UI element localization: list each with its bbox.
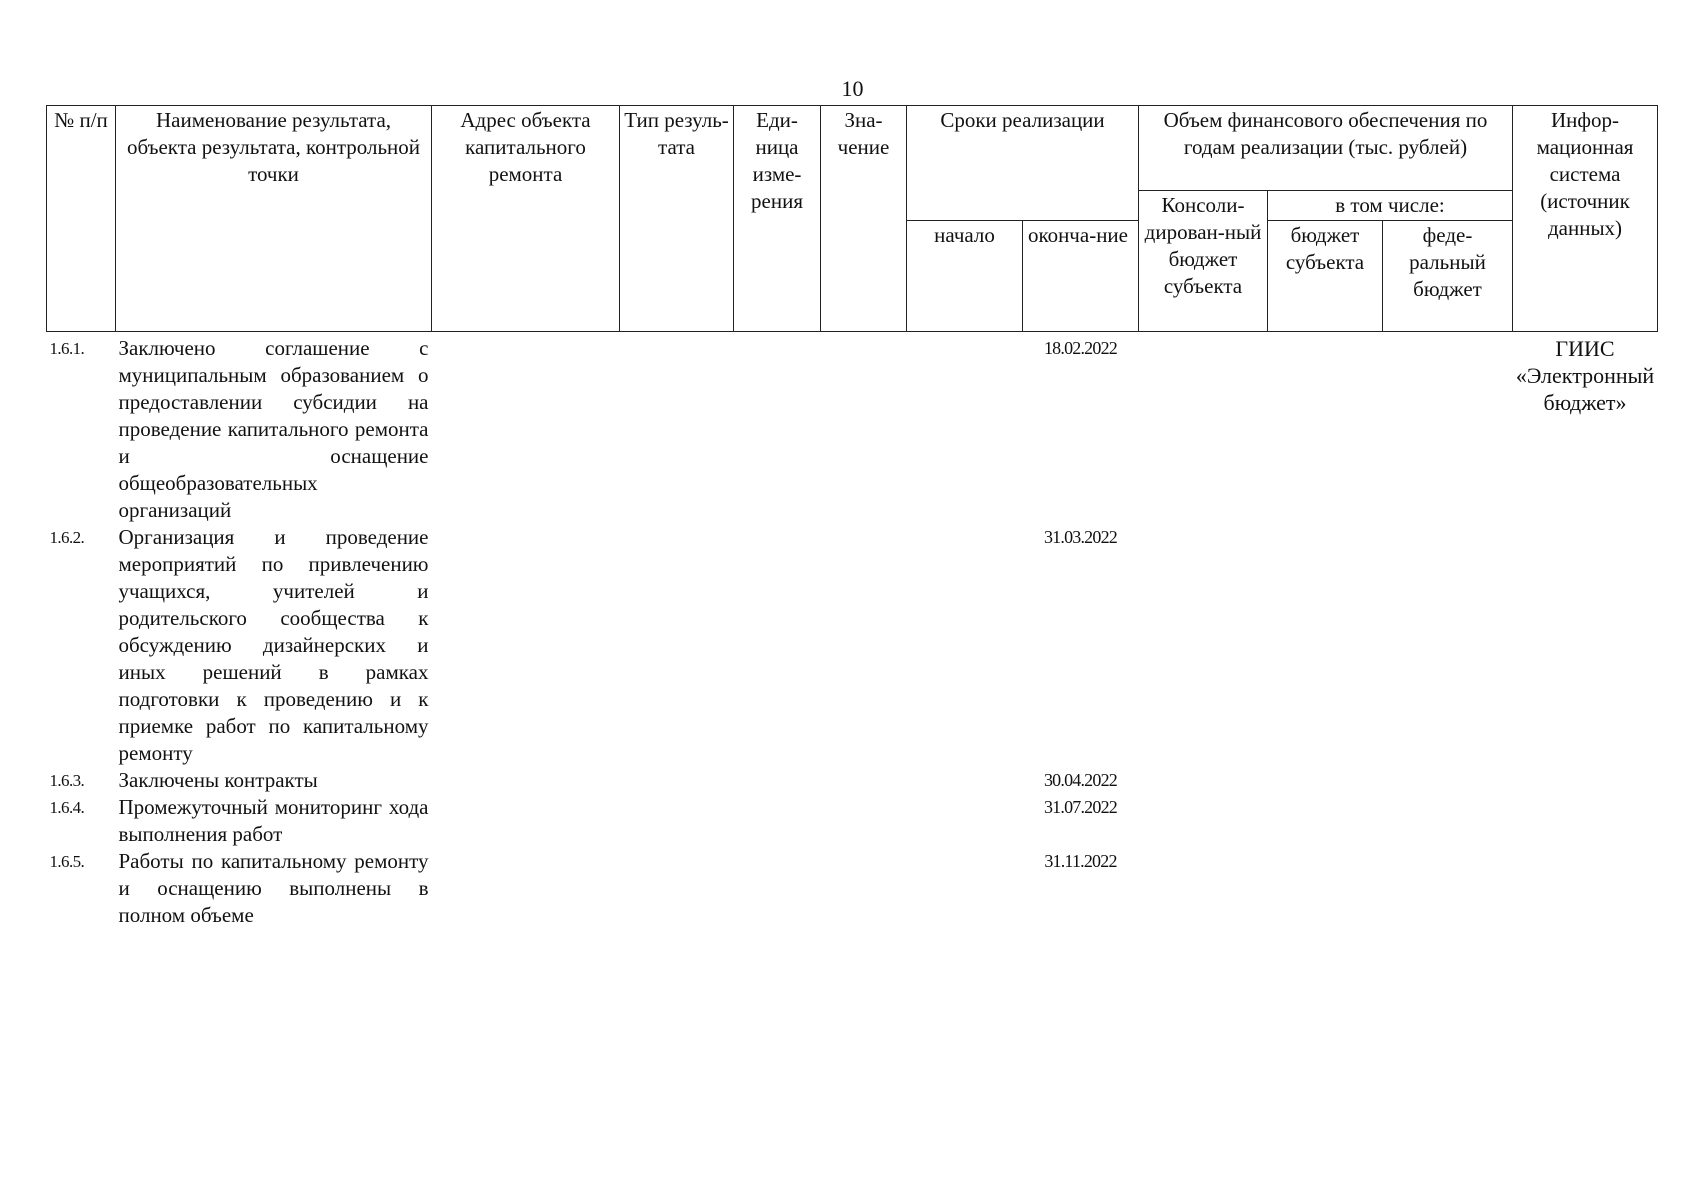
header-period: Сроки реализации — [907, 106, 1139, 221]
row-info-system — [1513, 848, 1658, 929]
row-number: 1.6.3. — [49, 771, 85, 790]
header-start: начало — [907, 221, 1023, 332]
table-row — [47, 794, 1658, 848]
table-row — [47, 524, 1658, 767]
header-unit: Еди-ница изме-рения — [734, 106, 821, 332]
header-value: Зна-чение — [821, 106, 907, 332]
table-header — [47, 106, 1658, 332]
row-number: 1.6.1. — [49, 339, 85, 358]
row-end-date: 30.04.2022 — [1043, 770, 1117, 790]
header-end: оконча-ние — [1023, 221, 1139, 332]
row-number: 1.6.5. — [49, 852, 85, 871]
header-federal-budget: феде-ральный бюджет — [1383, 221, 1513, 332]
table-row — [47, 848, 1658, 929]
header-consolidated: Консоли-дирован-ный бюджет субъекта — [1139, 191, 1268, 332]
row-end-date: 31.07.2022 — [1043, 797, 1117, 817]
table-body — [47, 332, 1658, 930]
row-name: Организация и проведение мероприятий по привлечению учащихся, учителей и родительского сообщества к обсуждению дизайнерских и иных решений в рамках подготовки к проведению и к приемке работ по капитальному ремонту — [118, 525, 429, 765]
row-name: Работы по капитальному ремонту и оснащению выполнены в полном объеме — [118, 849, 429, 927]
row-info-system — [1513, 524, 1658, 767]
row-info-system: ГИИС «Электронный бюджет» — [1515, 336, 1655, 415]
header-type: Тип резуль-тата — [620, 106, 734, 332]
row-info-system — [1513, 794, 1658, 848]
row-number: 1.6.4. — [49, 798, 85, 817]
row-end-date: 31.03.2022 — [1043, 527, 1117, 547]
table-row — [47, 767, 1658, 794]
row-name: Промежуточный мониторинг хода выполнения работ — [118, 795, 429, 846]
table-row — [47, 332, 1658, 525]
header-including: в том числе: — [1268, 191, 1513, 221]
row-end-date: 31.11.2022 — [1044, 851, 1117, 871]
header-info-system: Инфор-мационная система (источник данных) — [1513, 106, 1658, 332]
header-address: Адрес объекта капитального ремонта — [432, 106, 620, 332]
header-name: Наименование результата, объекта результата, контрольной точки — [116, 106, 432, 332]
header-subject-budget: бюджет субъекта — [1268, 221, 1383, 332]
header-finance: Объем финансового обеспечения по годам реализации (тыс. рублей) — [1139, 106, 1513, 191]
row-info-system — [1513, 767, 1658, 794]
row-name: Заключены контракты — [118, 768, 318, 792]
row-name: Заключено соглашение с муниципальным образованием о предоставлении субсидии на проведение капитального ремонта и оснащение общеобразовательных организаций — [118, 336, 429, 522]
results-table — [46, 105, 1658, 929]
header-num: № п/п — [47, 106, 116, 332]
row-end-date: 18.02.2022 — [1043, 338, 1117, 358]
page-number: 10 — [841, 76, 864, 101]
row-number: 1.6.2. — [49, 528, 85, 547]
